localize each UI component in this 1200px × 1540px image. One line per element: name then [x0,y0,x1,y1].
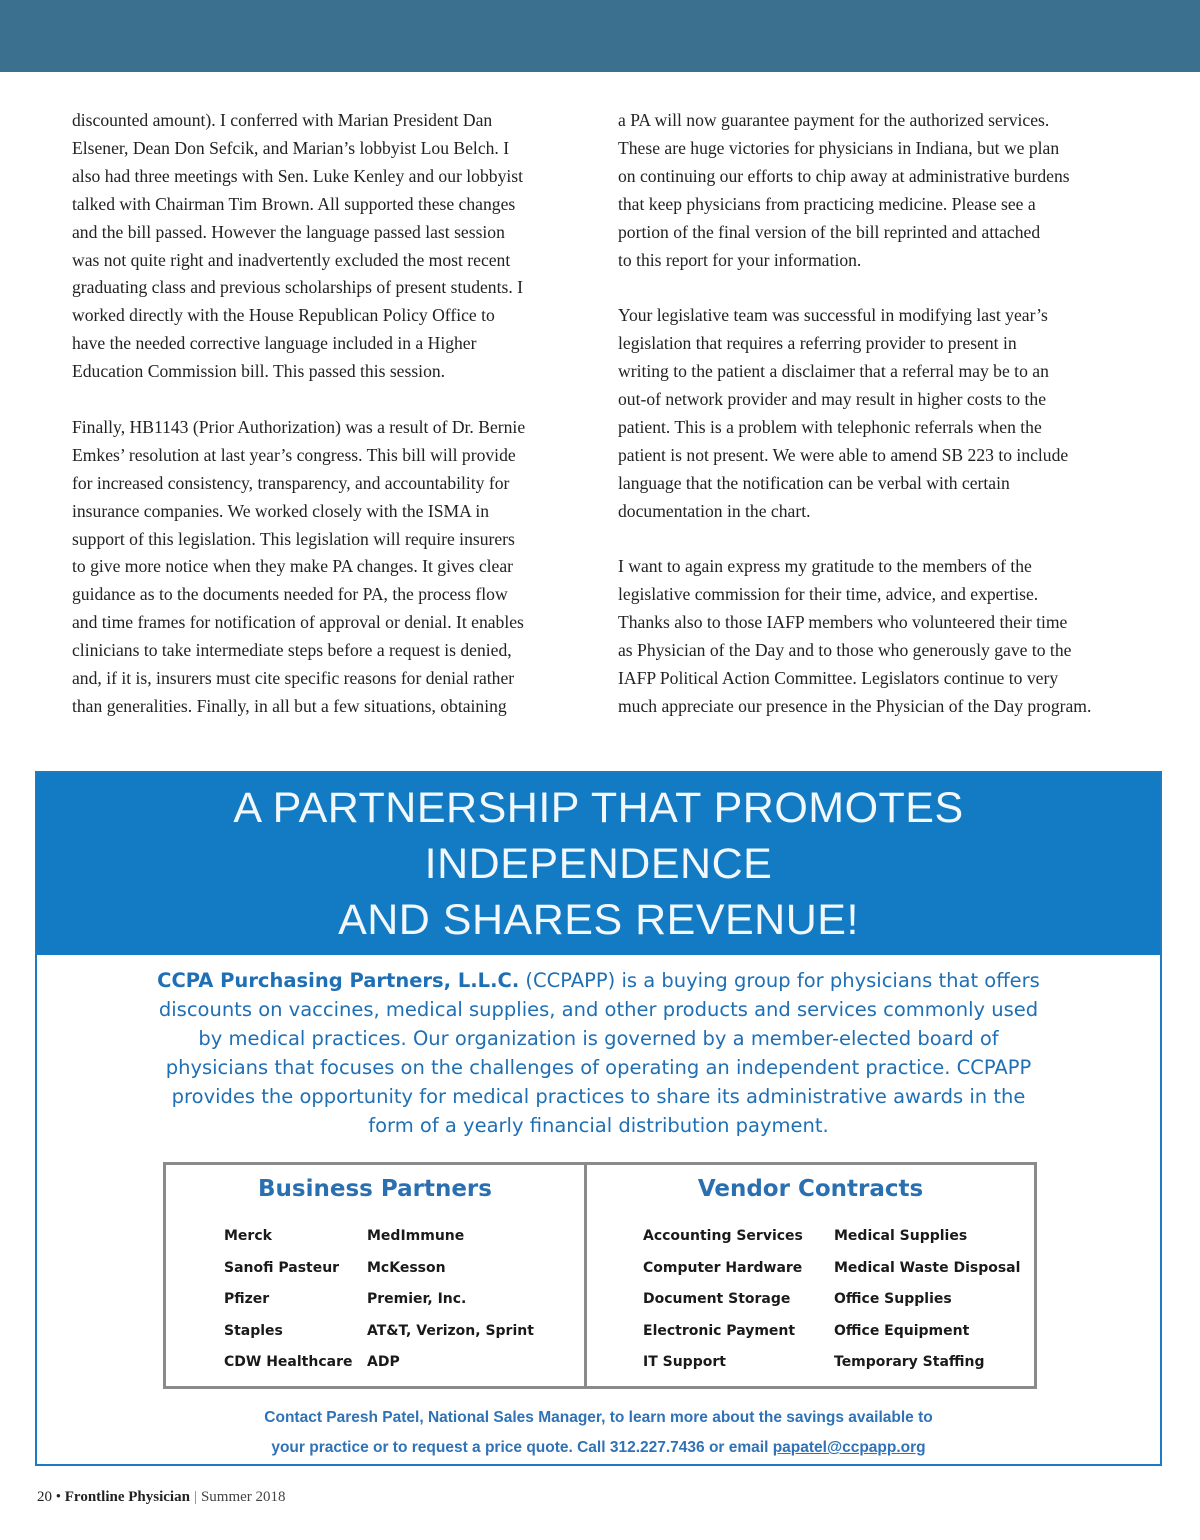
text-line: out-of network provider and may result in higher costs to the [618,389,1047,410]
text-line: discounted amount). I conferred with Marian President Dan [72,110,493,130]
text-line: Your legislative team was successful in modifying last year’s [618,305,1048,326]
text-line: to give more notice when they make PA changes. It gives clear [72,556,514,577]
text-line: that keep physicians from practicing medicine. Please see a [618,193,1036,214]
list-item: Sanofi Pasteur [224,1259,340,1276]
text-line: for increased consistency, transparency, and accountability for [72,472,510,493]
text-line: portion of the final version of the bill reprinted and attached [618,221,1041,242]
ad-body-line [37,966,1160,995]
text-line: have the needed corrective language included in a Higher [72,333,477,354]
ad-body-line: physicians that focuses on the challenges of operating an independent practice. CCPAPP [165,1056,1032,1079]
ccpapp-advertisement [35,771,1162,1466]
list-item: Medical Waste Disposal [834,1259,1021,1276]
header-bar [0,0,1200,72]
list-item: Accounting Services [643,1228,803,1244]
text-line: guidance as to the documents needed for PA, the process flow [72,584,508,605]
text-line: as Physician of the Day and to those who generously gave to the [618,640,1072,661]
text-line: Emkes’ resolution at last year’s congress. This bill will provide [72,444,516,465]
ad-headline-line: INDEPENDENCE [424,840,773,888]
contact-text: your practice or to request a price quote. Call 312.227.7436 or email [271,1439,773,1456]
list-item: Merck [224,1228,272,1244]
ad-headline-line: A PARTNERSHIP THAT PROMOTES [233,784,964,832]
list-item: Staples [224,1322,283,1339]
text-line: Education Commission bill. This passed this session. [72,361,446,382]
text-line: than generalities. Finally, in all but a few situations, obtaining [72,696,507,717]
text-line: legislation that requires a referring provider to present in [618,333,1017,354]
page-footer [37,1489,286,1506]
list-item: Computer Hardware [643,1259,803,1276]
footer-separator: | [193,1489,197,1505]
list-item: Medical Supplies [834,1228,968,1244]
list-item: McKesson [367,1259,446,1276]
text-line: Thanks also to those IAFP members who volunteered their time [618,612,1068,633]
list-item: IT Support [643,1354,726,1371]
article-left-column [72,107,592,749]
list-item: Document Storage [643,1291,791,1308]
text-line: much appreciate our presence in the Physician of the Day program. [618,696,1092,716]
vendor-contracts-list-1 [643,1221,803,1379]
text-line: writing to the patient a disclaimer that a referral may be to an [618,361,1049,382]
business-partners-list-1 [224,1221,352,1379]
text-line: patient is not present. We were able to amend SB 223 to include [618,444,1069,465]
business-partners-heading: Business Partners [258,1176,492,1202]
text-line: These are huge victories for physicians in Indiana, but we plan [618,137,1060,158]
paragraph [618,553,1138,720]
text-line: I want to again express my gratitude to the members of the [618,556,1032,577]
contact-line [37,1433,1160,1463]
list-item: AT&T, Verizon, Sprint [367,1322,534,1339]
contact-info [37,1403,1160,1463]
text-line: Finally, HB1143 (Prior Authorization) was a result of Dr. Bernie [72,416,526,437]
ad-description [37,966,1160,1140]
text-line: worked directly with the House Republican Policy Office to [72,305,495,326]
ad-headline-banner [37,773,1160,955]
paragraph [72,107,592,386]
list-item: CDW Healthcare [224,1354,353,1371]
text-line: clinicians to take intermediate steps before a request is denied, [72,640,512,661]
list-item: Premier, Inc. [367,1291,467,1308]
text-line: documentation in the chart. [618,500,811,521]
text-line: and the bill passed. However the language passed last session [72,221,505,242]
text-line: a PA will now guarantee payment for the authorized services. [618,110,1050,130]
text-line: language that the notification can be verbal with certain [618,472,1010,493]
text-line: graduating class and previous scholarships of present students. I [72,277,523,298]
text-line: talked with Chairman Tim Brown. All supported these changes [72,193,516,214]
ad-body-line: form of a yearly financial distribution payment. [368,1114,829,1137]
contact-line: Contact Paresh Patel, National Sales Manager, to learn more about the savings available to [264,1409,933,1426]
list-item: ADP [367,1354,400,1371]
partners-table [163,1162,1037,1389]
list-item: Pfizer [224,1291,270,1308]
email-link[interactable]: papatel@ccpapp.org [772,1439,926,1456]
text-line: also had three meetings with Sen. Luke Kenley and our lobbyist [72,165,523,186]
ad-body-text: (CCPAPP) is a buying group for physicians that offers [519,969,1040,992]
ad-headline-line: AND SHARES REVENUE! [338,896,859,944]
ad-body-line: by medical practices. Our organization is governed by a member-elected board of [198,1027,999,1050]
ad-body-line: discounts on vaccines, medical supplies, and other products and services commonly used [158,998,1039,1021]
list-item: Temporary Staffing [834,1354,985,1371]
text-line: support of this legislation. This legislation will require insurers [72,528,515,549]
text-line: legislative commission for their time, advice, and expertise. [618,584,1039,605]
article-right-column [618,107,1138,749]
text-line: Elsener, Dean Don Sefcik, and Marian’s lobbyist Lou Belch. I [72,137,510,158]
vendor-contracts-heading: Vendor Contracts [697,1176,924,1202]
vendor-contracts-list-2 [834,1221,1020,1379]
text-line: was not quite right and inadvertently excluded the most recent [72,249,511,270]
page-number: 20 [37,1489,52,1505]
text-line: and, if it is, insurers must cite specific reasons for denial rather [72,668,515,689]
list-item: Office Supplies [834,1291,952,1308]
text-line: IAFP Political Action Committee. Legislators continue to very [618,668,1059,689]
paragraph [618,302,1138,525]
text-line: on continuing our efforts to chip away at administrative burdens [618,165,1070,186]
list-item: Electronic Payment [643,1322,796,1339]
paragraph [618,107,1138,274]
paragraph [72,414,592,721]
text-line: to this report for your information. [618,249,862,270]
list-item: Office Equipment [834,1322,970,1339]
text-line: and time frames for notification of approval or denial. It enables [72,612,524,633]
company-name: CCPA Purchasing Partners, L.L.C. [157,969,520,992]
business-partners-list-2 [367,1221,534,1379]
text-line: insurance companies. We worked closely with the ISMA in [72,500,490,521]
footer-bullet: • [55,1489,62,1505]
ad-body-line: provides the opportunity for medical practices to share its administrative awards in the [171,1085,1026,1108]
text-line: patient. This is a problem with telephonic referrals when the [618,416,1042,437]
publication-name: Frontline Physician [64,1489,190,1505]
list-item: MedImmune [367,1228,465,1244]
issue-date: Summer 2018 [200,1489,286,1505]
